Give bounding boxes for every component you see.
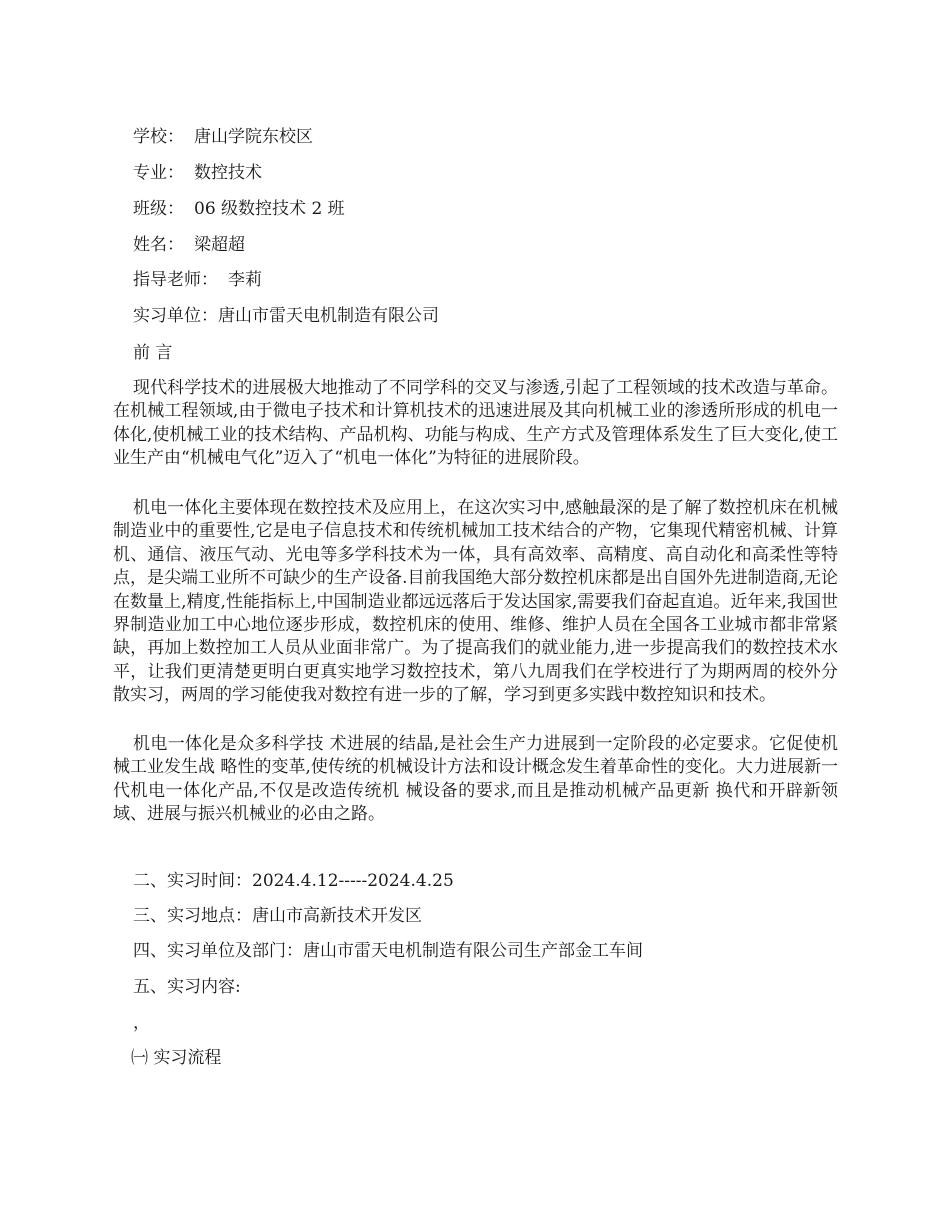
unit-value: 唐山市雷天电机制造有限公司: [218, 306, 439, 326]
paragraph-3: 机电一体化是众多科学技 术进展的结晶,是社会生产力进展到一定阶段的必定要求。它促使机械工业发生战 略性的变革,使传统的机械设计方法和设计概念发生着革命性的变化。大力进展新一代机电一体化产品,不仅是改造传统机 械设备的要求,而且是推动机械产品更新 换代和开辟新领域、进展与振兴机械业的必由之路。: [113, 734, 838, 825]
section-content: 五、实习内容:: [133, 977, 241, 997]
school-value: 唐山学院东校区: [194, 127, 313, 147]
name-value: 梁超超: [194, 235, 245, 255]
section-time: 二、实习时间：2024.4.12-----2024.4.25: [133, 871, 454, 891]
unit-line: [133, 305, 439, 327]
section-department: 四、实习单位及部门：唐山市雷天电机制造有限公司生产部金工车间: [133, 941, 643, 961]
major-label: 专业：: [133, 163, 184, 183]
major-value: 数控技术: [194, 163, 262, 183]
school-label: 学校：: [133, 127, 184, 147]
preface-title: 前 言: [133, 343, 173, 363]
paragraph-2: 机电一体化主要体现在数控技术及应用上，在这次实习中,感触最深的是了解了数控机床在机械制造业中的重要性,它是电子信息技术和传统机械加工技术结合的产物，它集现代精密机械、计算机、通信、液压气动、光电等多学科技术为一体，具有高效率、高精度、高自动化和高柔性等特点，是尖端工业所不可缺少的生产设备.目前我国绝大部分数控机床都是出自国外先进制造商,无论在数量上,精度,性能指标上,中国制造业都远远落后于发达国家,需要我们奋起直追。近年来,我国世界制造业加工中心地位逐步形成，数控机床的使用、维修、维护人员在全国各工业城市都非常紧缺，再加上数控加工人员从业面非常广。为了提高我们的就业能力,进一步提高我们的数控技术水平，让我们更清楚更明白更真实地学习数控技术，第八九周我们在学校进行了为期两周的校外分散实习，两周的学习能使我对数控有进一步的了解，学习到更多实践中数控知识和技术。: [113, 498, 838, 706]
name-line: [133, 234, 245, 256]
name-label: 姓名：: [133, 235, 184, 255]
section-place: 三、实习地点：唐山市高新技术开发区: [133, 906, 422, 926]
stray-comma: ，: [133, 1013, 150, 1033]
unit-label: 实习单位：: [133, 306, 218, 326]
advisor-label: 指导老师：: [133, 270, 218, 290]
school-line: [133, 126, 313, 148]
advisor-value: 李莉: [228, 270, 262, 290]
advisor-line: [133, 269, 262, 291]
class-label: 班级：: [133, 199, 184, 219]
paragraph-1: 现代科学技术的进展极大地推动了不同学科的交叉与渗透,引起了工程领域的技术改造与革命。在机械工程领域,由于微电子技术和计算机技术的迅速进展及其向机械工业的渗透所形成的机电一体化,使机械工业的技术结构、产品机构、功能与构成、生产方式及管理体系发生了巨大变化,使工业生产由“机械电气化”迈入了“机电一体化”为特征的进展阶段。: [113, 378, 838, 469]
class-value: 06 级数控技术 2 班: [194, 199, 345, 219]
major-line: [133, 162, 262, 184]
section-flow: ㈠ 实习流程: [131, 1048, 222, 1068]
class-line: [133, 198, 345, 220]
